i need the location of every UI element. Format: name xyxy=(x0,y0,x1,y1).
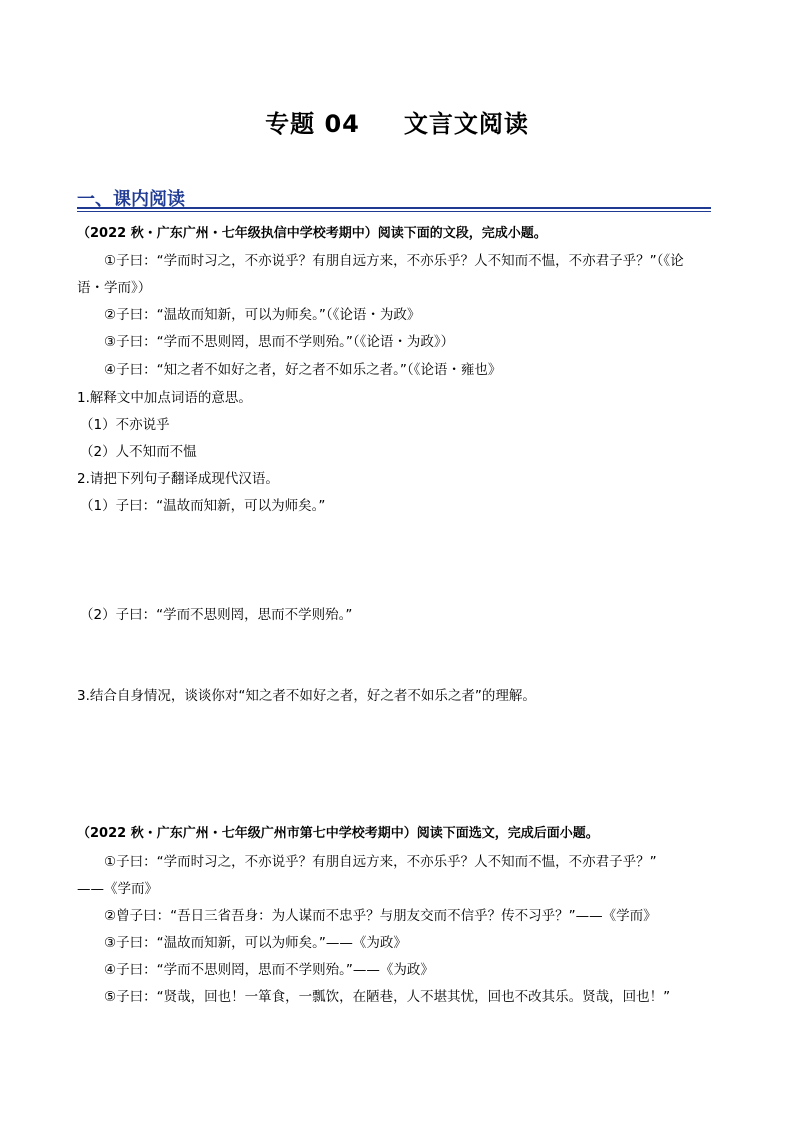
question-1: 1.解释文中加点词语的意思。 xyxy=(77,390,252,406)
passage2-line: ③子曰：“温故而知新，可以为师矣。”——《为政》 xyxy=(104,935,407,951)
question-3: 3.结合自身情况，谈谈你对“知之者不如好之者，好之者不如乐之者”的理解。 xyxy=(77,688,536,704)
passage1-line: 语・学而》） xyxy=(77,280,152,296)
question-2-part-2: （2）子曰：“学而不思则罔，思而不学则殆。” xyxy=(80,607,353,623)
passage1-line: ②子曰：“温故而知新，可以为师矣。”（《论语・为政》 xyxy=(104,307,421,323)
title-topic-number: 专题 04 xyxy=(265,110,360,138)
passage2-source: （2022 秋・广东广州・七年级广州市第七中学校考期中）阅读下面选文，完成后面小题。 xyxy=(77,826,599,841)
question-1-part-2: （2）人不知而不愠 xyxy=(80,444,197,460)
passage1-source: （2022 秋・广东广州・七年级执信中学校考期中）阅读下面的文段，完成小题。 xyxy=(77,226,547,241)
passage2-line: ②曾子曰：“吾日三省吾身：为人谋而不忠乎？与朋友交而不信乎？传不习乎？”——《学而》 xyxy=(104,908,657,924)
passage1-line: ④子曰：“知之者不如好之者，好之者不如乐之者。”（《论语・雍也》 xyxy=(104,362,502,378)
section-rule-thin xyxy=(77,211,711,212)
passage2-line: ⑤子曰：“贤哉，回也！一箪食，一瓢饮，在陋巷，人不堪其忧，回也不改其乐。贤哉，回也！” xyxy=(104,989,671,1005)
section-rule xyxy=(77,207,711,209)
passage2-line: ——《学而》 xyxy=(77,881,158,897)
passage1-line: ①子曰：“学而时习之，不亦说乎？有朋自远方来，不亦乐乎？人不知而不愠，不亦君子乎？”（《论 xyxy=(104,253,684,269)
title-topic-name: 文言文阅读 xyxy=(403,110,529,138)
page-title xyxy=(0,104,794,139)
passage1-line: ③子曰：“学而不思则罔，思而不学则殆。”（《论语・为政》） xyxy=(104,334,455,350)
question-2-part-1: （1）子曰：“温故而知新，可以为师矣。” xyxy=(80,498,326,514)
question-2: 2.请把下列句子翻译成现代汉语。 xyxy=(77,471,279,487)
section-heading: 一、课内阅读 xyxy=(77,189,185,210)
question-1-part-1: （1）不亦说乎 xyxy=(80,417,170,433)
passage2-line: ①子曰：“学而时习之，不亦说乎？有朋自远方来，不亦乐乎？人不知而不愠，不亦君子乎？” xyxy=(104,854,657,870)
passage2-line: ④子曰：“学而不思则罔，思而不学则殆。”——《为政》 xyxy=(104,962,434,978)
